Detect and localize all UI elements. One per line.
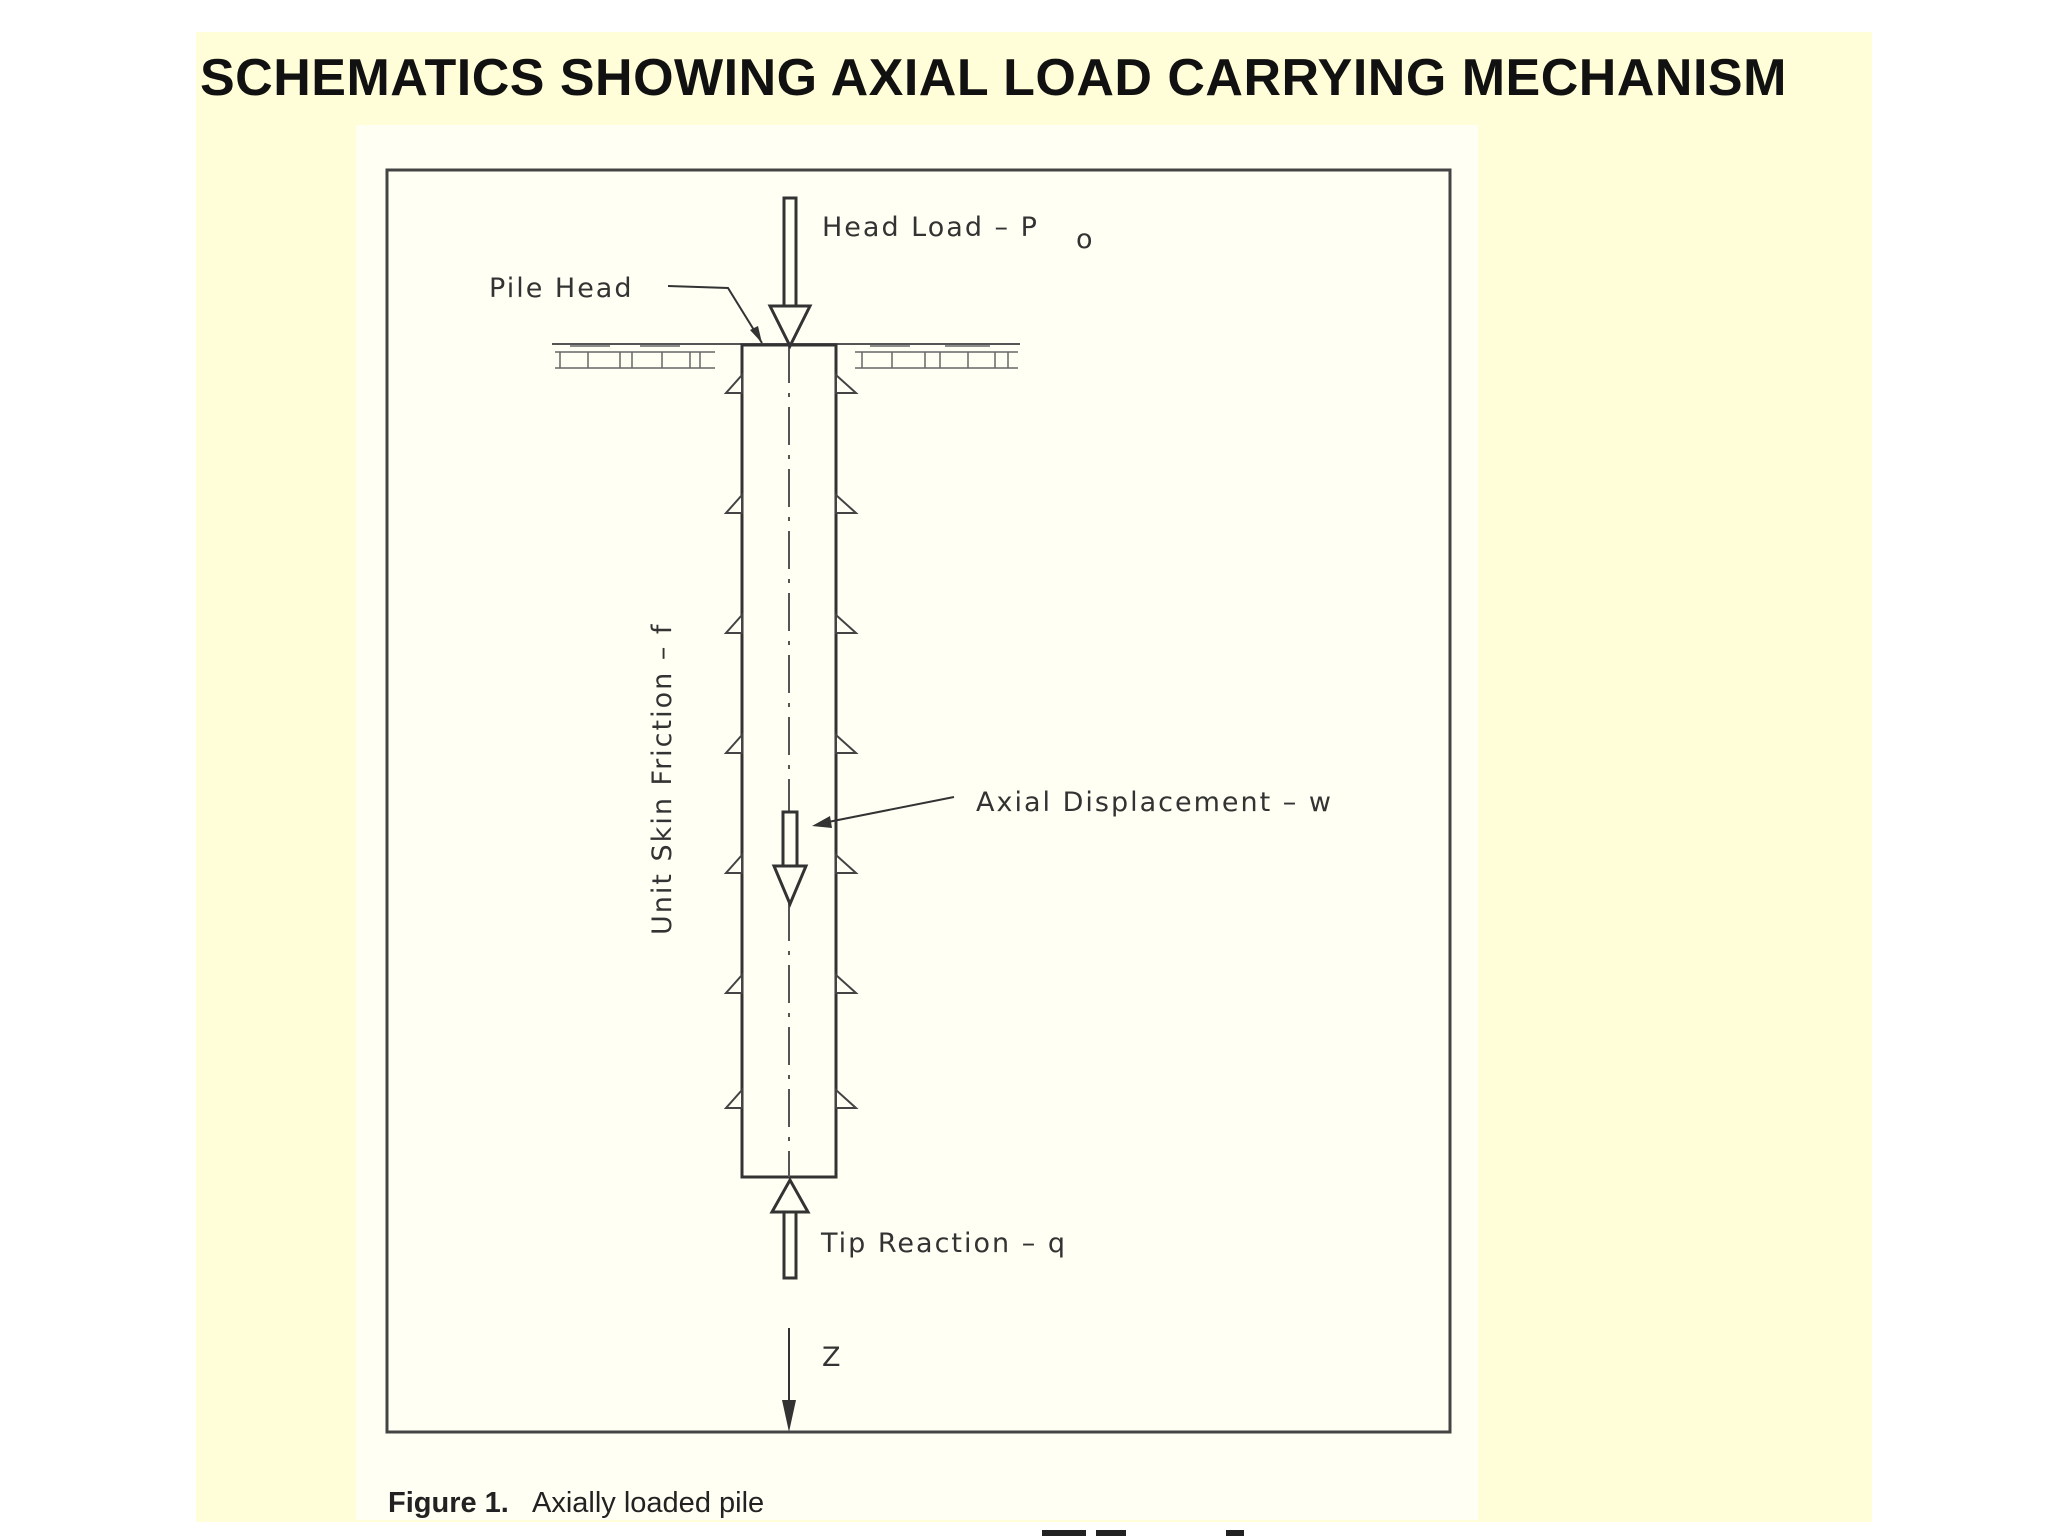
slide-title: SCHEMATICS SHOWING AXIAL LOAD CARRYING MECHANISM <box>200 49 1787 107</box>
depth-axis-label: Z <box>822 1342 843 1373</box>
displacement-leader-arrowhead <box>812 816 832 828</box>
tip-reaction-label: Tip Reaction – q <box>821 1228 1067 1259</box>
soil-hatching-left <box>555 346 715 368</box>
figure-caption-number: Figure 1. <box>388 1487 509 1519</box>
depth-axis-arrowhead <box>782 1400 796 1432</box>
tip-reaction-arrow <box>772 1180 808 1278</box>
skin-friction-label: Unit Skin Friction – f <box>647 622 678 935</box>
figure-caption-text: Axially loaded pile <box>532 1487 765 1519</box>
pile-head-label: Pile Head <box>489 273 634 304</box>
axial-displacement-label: Axial Displacement – w <box>976 787 1333 818</box>
pile-head-leader <box>668 286 762 343</box>
axial-displacement-arrow <box>774 812 806 904</box>
pile-head-arrowhead <box>750 326 762 343</box>
head-load-label: Head Load – P <box>822 212 1039 243</box>
head-load-subscript: o <box>1076 224 1095 255</box>
soil-hatching-right <box>855 346 1018 368</box>
skin-friction-arrows-right <box>836 375 856 1108</box>
skin-friction-arrows-left <box>726 375 742 1108</box>
head-load-arrow <box>770 198 810 346</box>
clipped-text-fragment <box>1042 1530 1244 1536</box>
displacement-leader <box>818 797 954 824</box>
